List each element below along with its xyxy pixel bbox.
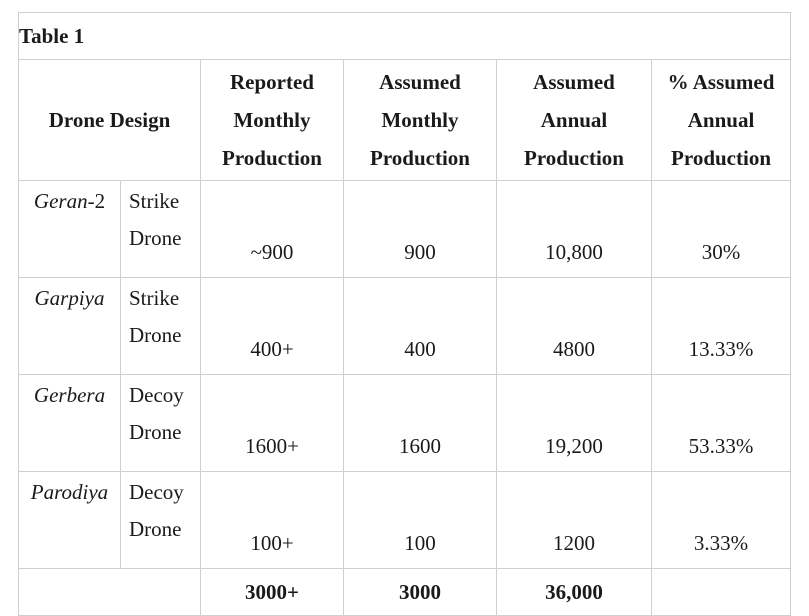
drone-type-line: Decoy — [129, 480, 184, 504]
header-line: % Assumed — [667, 70, 775, 94]
drone-type-line: Decoy — [129, 383, 184, 407]
header-reported-monthly — [201, 60, 344, 181]
drone-name-cell — [19, 375, 121, 472]
total-assumed-monthly: 3000 — [344, 569, 497, 616]
drone-type-line: Drone — [129, 226, 182, 250]
drone-name: Geran — [33, 189, 88, 213]
drone-type-cell — [121, 472, 201, 569]
reported-monthly-cell: ~900 — [201, 181, 344, 278]
table-caption-row — [19, 13, 791, 60]
header-line: Production — [524, 146, 624, 170]
drone-name-cell — [19, 278, 121, 375]
drone-type-cell — [121, 181, 201, 278]
assumed-annual-cell: 19,200 — [497, 375, 652, 472]
drone-name: Gerbera — [33, 383, 106, 407]
header-line: Assumed — [533, 70, 615, 94]
drone-production-table — [18, 12, 791, 616]
reported-monthly-cell: 100+ — [201, 472, 344, 569]
assumed-monthly-cell: 900 — [344, 181, 497, 278]
reported-monthly-cell: 1600+ — [201, 375, 344, 472]
header-assumed-monthly — [344, 60, 497, 181]
pct-annual-cell: 3.33% — [652, 472, 791, 569]
assumed-annual-cell: 4800 — [497, 278, 652, 375]
header-pct-annual — [652, 60, 791, 181]
pct-annual-cell: 53.33% — [652, 375, 791, 472]
drone-name-suffix: -2 — [87, 189, 106, 213]
drone-type-line: Strike — [129, 286, 180, 310]
drone-type-cell — [121, 278, 201, 375]
drone-type-line: Drone — [129, 420, 182, 444]
drone-type-line: Drone — [129, 323, 182, 347]
table-row — [19, 278, 791, 375]
table-row — [19, 375, 791, 472]
table-row — [19, 472, 791, 569]
total-reported-monthly: 3000+ — [201, 569, 344, 616]
drone-name: Parodiya — [30, 480, 109, 504]
pct-annual-cell: 13.33% — [652, 278, 791, 375]
drone-type-line: Strike — [129, 189, 180, 213]
table-caption: Table 1 — [19, 13, 791, 60]
table-row — [19, 181, 791, 278]
drone-name-cell — [19, 472, 121, 569]
header-line: Assumed — [379, 70, 461, 94]
header-line: Production — [671, 146, 772, 170]
drone-type-line: Drone — [129, 517, 182, 541]
header-line: Production — [222, 146, 322, 170]
header-line: Annual — [540, 108, 608, 132]
total-assumed-annual: 36,000 — [497, 569, 652, 616]
assumed-annual-cell: 1200 — [497, 472, 652, 569]
reported-monthly-cell: 400+ — [201, 278, 344, 375]
assumed-monthly-cell: 1600 — [344, 375, 497, 472]
total-pct-annual — [652, 569, 791, 616]
drone-type-cell — [121, 375, 201, 472]
totals-row — [19, 569, 791, 616]
header-drone-design: Drone Design — [19, 60, 201, 181]
drone-name-cell — [19, 181, 121, 278]
header-line: Monthly — [233, 108, 311, 132]
pct-annual-cell: 30% — [652, 181, 791, 278]
header-line: Reported — [230, 70, 314, 94]
assumed-monthly-cell: 400 — [344, 278, 497, 375]
table-header-row — [19, 60, 791, 181]
header-line: Production — [370, 146, 470, 170]
assumed-monthly-cell: 100 — [344, 472, 497, 569]
drone-name: Garpiya — [34, 286, 105, 310]
assumed-annual-cell: 10,800 — [497, 181, 652, 278]
header-line: Monthly — [381, 108, 459, 132]
totals-label-cell — [19, 569, 201, 616]
header-line: Annual — [687, 108, 755, 132]
header-assumed-annual — [497, 60, 652, 181]
